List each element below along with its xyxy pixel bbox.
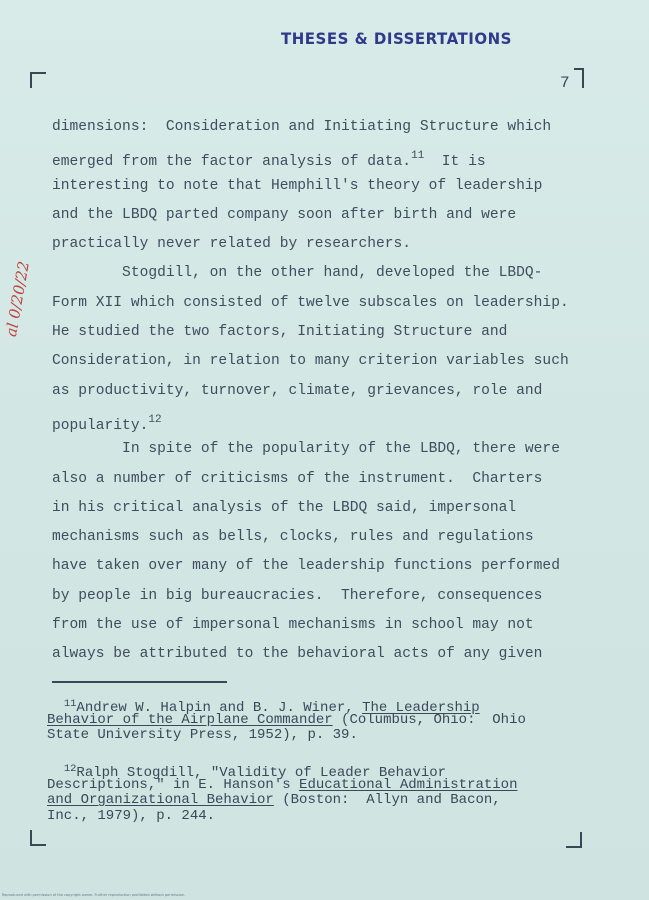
footnote-divider	[52, 681, 227, 683]
citation-title: Behavior of the Airplane Commander	[47, 711, 333, 728]
footnote-12: $^{12}$Ralph Stogdill, "Validity of Leader Behavior Descriptions," in E. Hanson's Educational Administration and Organizational Behavior (Boston: Allyn and Bacon, Inc., 1979), p. 244.	[47, 763, 518, 824]
text-line: from the use of impersonal mechanisms in school may not	[52, 617, 534, 634]
footnote-mark: 11	[63, 698, 77, 710]
text-line: always be attributed to the behavioral acts of any given	[52, 646, 543, 663]
footnote-11: $^{11}$Andrew W. Halpin and B. J. Winer, The Leadership Behavior of the Airplane Commander (Columbus, Ohio: Ohio State University Press, 1952), p. 39.	[47, 698, 526, 743]
footnote-ref-12: 12	[148, 413, 162, 426]
text-line: He studied the two factors, Initiating Structure and	[52, 324, 508, 341]
reproduction-notice: Reproduced with permission of the copyright owner. Further reproduction prohibited without permission.	[2, 893, 186, 897]
text-line: emerged from the factor analysis of data.$^{11}$ It is	[52, 150, 486, 171]
text-line: mechanisms such as bells, clocks, rules and regulations	[52, 529, 534, 546]
citation-title: Educational Administration	[299, 776, 518, 793]
footnote-ref-11: 11	[411, 150, 425, 163]
crop-mark-top-left	[30, 72, 46, 88]
text-line: by people in big bureaucracies. Therefore, consequences	[52, 587, 543, 604]
text-line: Consideration, in relation to many criterion variables such	[52, 353, 569, 370]
text-line: also a number of criticisms of the instrument. Charters	[52, 470, 543, 487]
handwritten-margin-note: al 0/20/22	[2, 259, 33, 339]
page-number: 7	[560, 74, 570, 92]
text-line: interesting to note that Hemphill's theory of leadership	[52, 177, 543, 194]
text-line: In spite of the popularity of the LBDQ, there were	[52, 441, 560, 458]
text-line: and the LBDQ parted company soon after birth and were	[52, 206, 517, 223]
theses-dissertations-stamp: THESES & DISSERTATIONS	[281, 29, 512, 49]
crop-mark-bottom-left	[30, 830, 46, 846]
citation-title: The Leadership	[362, 700, 480, 716]
footnote-mark: 12	[63, 763, 77, 775]
citation-title: and Organizational Behavior	[47, 792, 274, 808]
text-line: as productivity, turnover, climate, grievances, role and	[52, 382, 543, 399]
text-line: popularity.$^{12}$	[52, 413, 162, 434]
text-line: practically never related by researchers.	[52, 236, 412, 253]
crop-mark-bottom-right	[566, 832, 582, 848]
text-line: in his critical analysis of the LBDQ said, impersonal	[52, 499, 517, 516]
text-line: have taken over many of the leadership functions performed	[52, 558, 560, 575]
text-line: Stogdill, on the other hand, developed the LBDQ-	[52, 265, 543, 282]
crop-mark-top-right	[568, 68, 584, 88]
text-line: dimensions: Consideration and Initiating Structure which	[52, 119, 552, 135]
body-text	[52, 113, 592, 670]
text-line: Form XII which consisted of twelve subscales on leadership.	[52, 294, 569, 311]
